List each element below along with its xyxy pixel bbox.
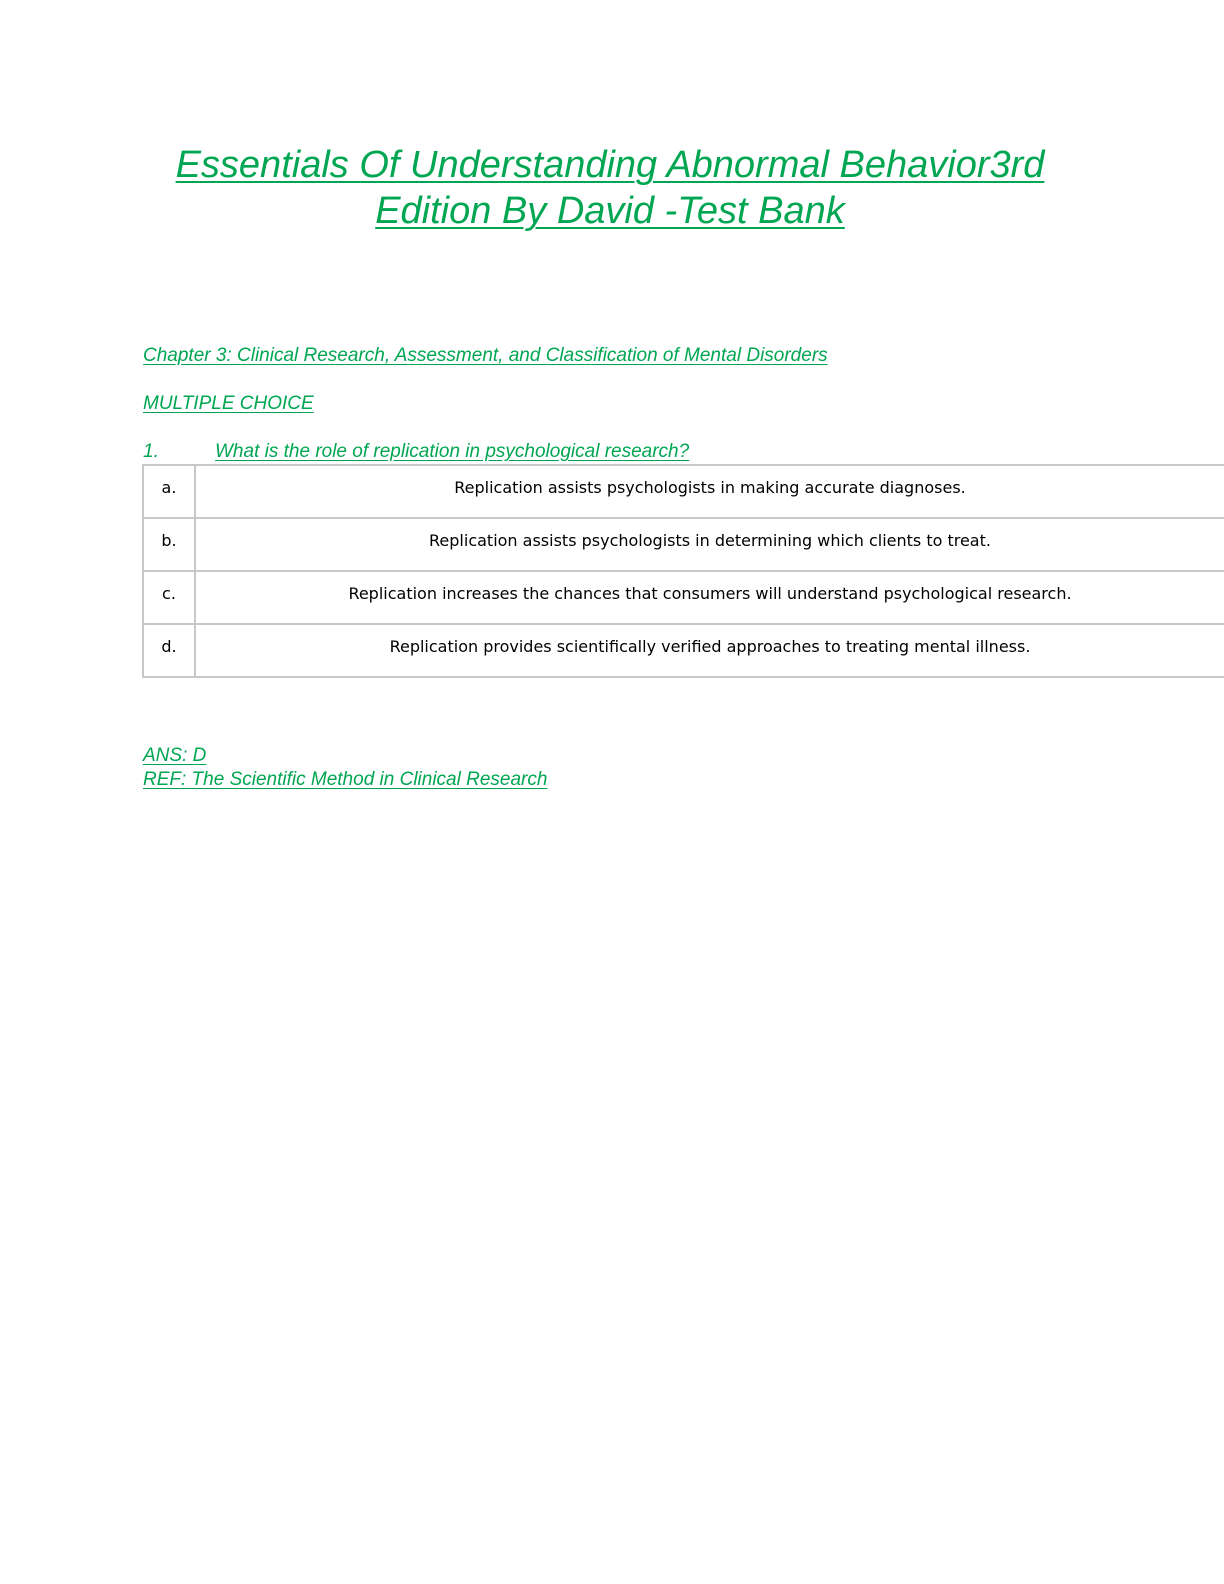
table-row <box>143 465 1224 518</box>
reference-line: REF: The Scientific Method in Clinical Research <box>143 769 548 790</box>
choice-text: Replication assists psychologists in determining which clients to treat. <box>195 518 1224 571</box>
document-title-line-2: Edition By David -Test Bank <box>375 190 845 232</box>
choice-text: Replication provides scientifically verified approaches to treating mental illness. <box>195 624 1224 677</box>
chapter-heading: Chapter 3: Clinical Research, Assessment, and Classification of Mental Disorders <box>143 345 828 366</box>
choice-letter: d. <box>143 624 195 677</box>
table-row <box>143 571 1224 624</box>
document-title <box>110 142 1110 234</box>
table-row <box>143 518 1224 571</box>
choice-letter: a. <box>143 465 195 518</box>
section-heading: MULTIPLE CHOICE <box>143 393 314 414</box>
choice-letter: b. <box>143 518 195 571</box>
question-number: 1. <box>143 441 159 462</box>
question-text: What is the role of replication in psychological research? <box>215 441 690 462</box>
choices-table <box>142 464 1224 678</box>
choice-text: Replication assists psychologists in making accurate diagnoses. <box>195 465 1224 518</box>
choice-letter: c. <box>143 571 195 624</box>
table-row <box>143 624 1224 677</box>
answer-line: ANS: D <box>143 745 207 766</box>
document-title-line-1: Essentials Of Understanding Abnormal Behavior3rd <box>175 144 1045 186</box>
question-line <box>143 440 689 464</box>
choice-text: Replication increases the chances that consumers will understand psychological research. <box>195 571 1224 624</box>
